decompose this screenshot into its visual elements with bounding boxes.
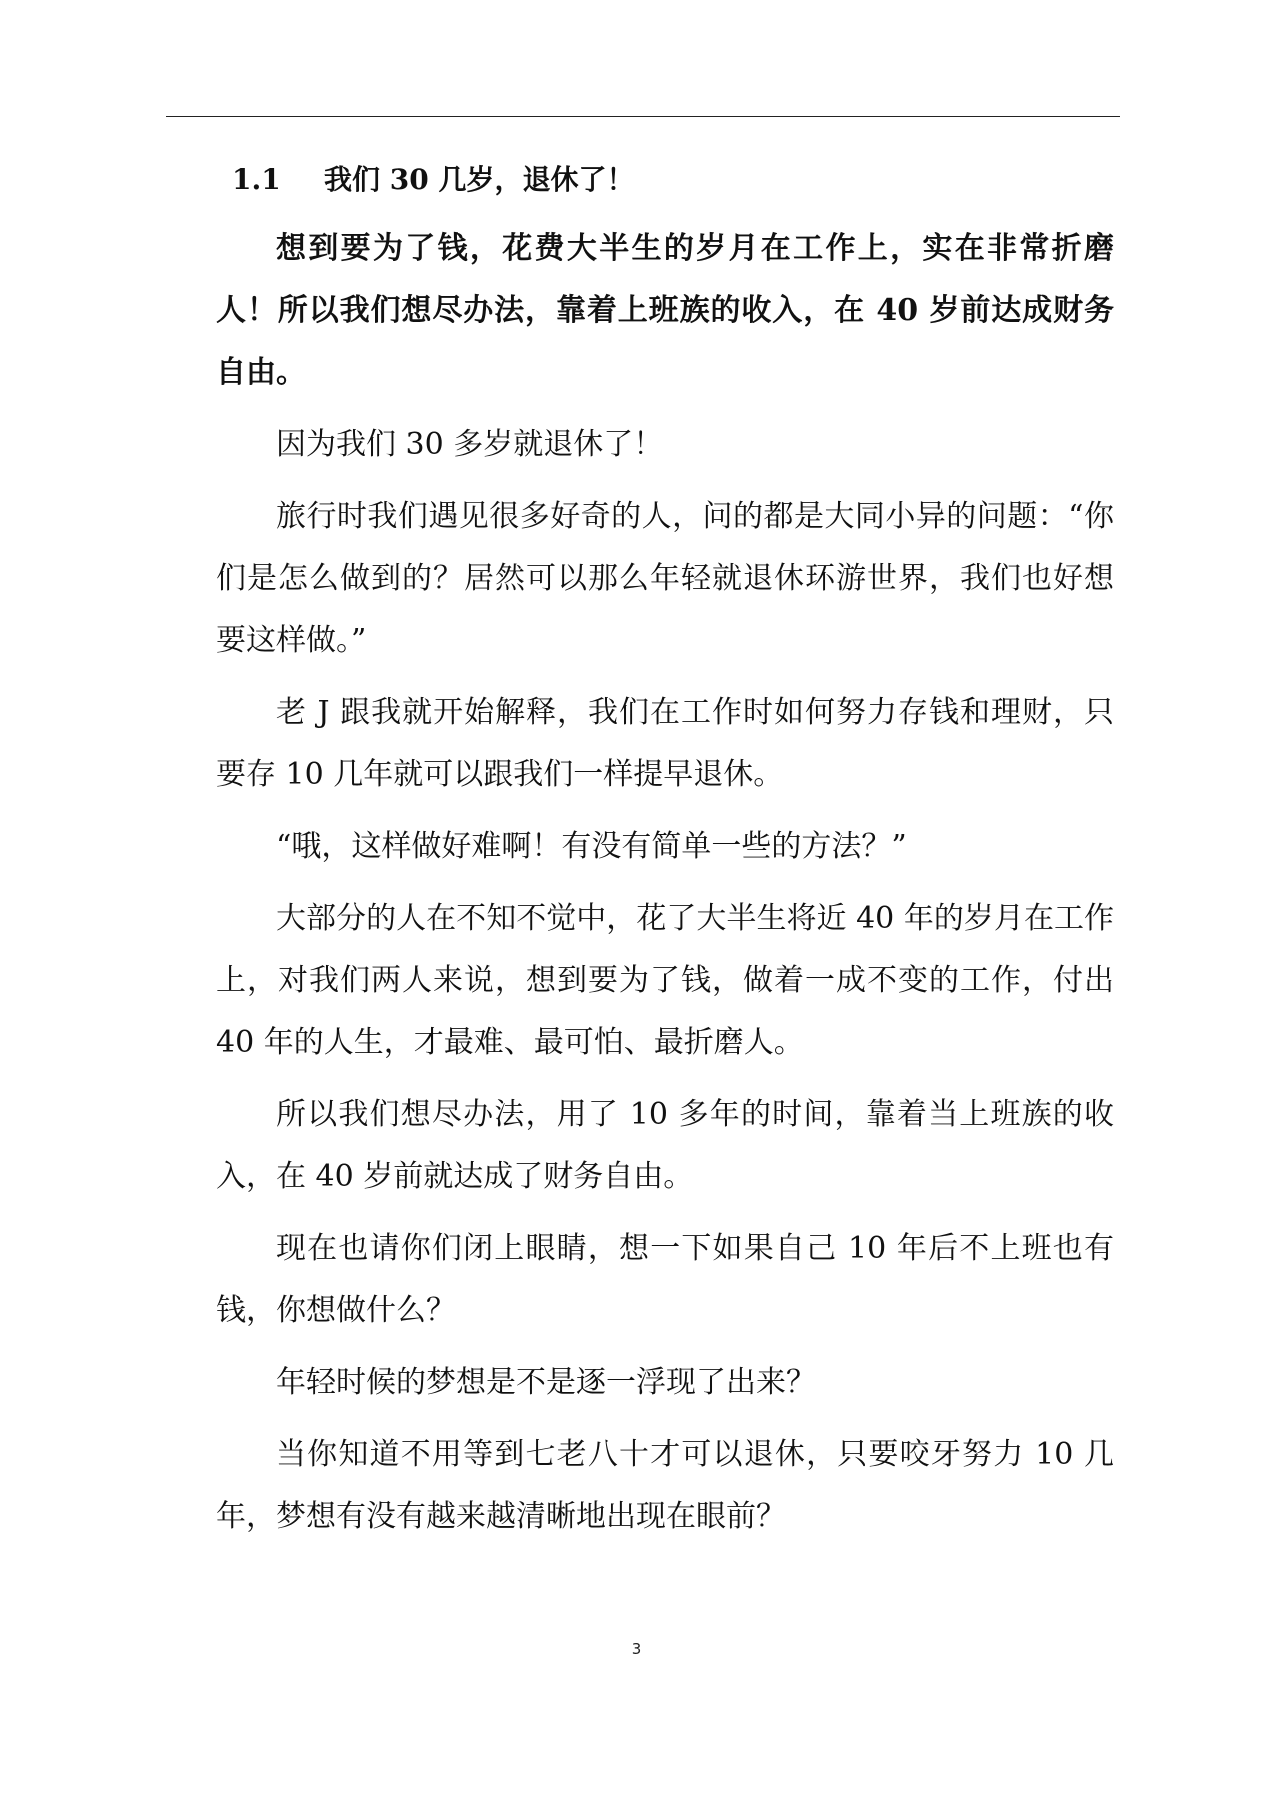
intro-paragraph: 想到要为了钱，花费大半生的岁月在工作上，实在非常折磨人！所以我们想尽办法，靠着上班族的收入，在 40 岁前达成财务自由。 — [216, 231, 1114, 390]
section-number: 1.1 — [232, 163, 281, 196]
page-number: 3 — [631, 1640, 642, 1658]
body-paragraph: 老 J 跟我就开始解释，我们在工作时如何努力存钱和理财，只要存 10 几年就可以跟我们一样提早退休。 — [216, 695, 1114, 792]
body-paragraph: “哦，这样做好难啊！有没有简单一些的方法？” — [276, 829, 907, 864]
body-paragraph: 年轻时候的梦想是不是逐一浮现了出来？ — [276, 1365, 816, 1400]
body-paragraph: 大部分的人在不知不觉中，花了大半生将近 40 年的岁月在工作上，对我们两人来说，想到要为了钱，做着一成不变的工作，付出 40 年的人生，才最难、最可怕、最折磨人。 — [216, 901, 1114, 1060]
page-body — [216, 150, 1114, 1558]
body-paragraph: 旅行时我们遇见很多好奇的人，问的都是大同小异的问题：“你们是怎么做到的？居然可以那么年轻就退休环游世界，我们也好想要这样做。” — [216, 499, 1114, 658]
header-rule — [166, 116, 1120, 117]
section-title: 我们 30 几岁，退休了！ — [324, 163, 635, 196]
body-paragraph: 因为我们 30 多岁就退休了！ — [276, 427, 664, 462]
section-heading — [232, 150, 1114, 210]
body-paragraph: 所以我们想尽办法，用了 10 多年的时间，靠着当上班族的收入，在 40 岁前就达成了财务自由。 — [216, 1097, 1114, 1194]
body-paragraph: 当你知道不用等到七老八十才可以退休，只要咬牙努力 10 几年，梦想有没有越来越清晰地出现在眼前？ — [216, 1437, 1114, 1534]
body-paragraph: 现在也请你们闭上眼睛，想一下如果自己 10 年后不上班也有钱，你想做什么？ — [216, 1231, 1114, 1328]
